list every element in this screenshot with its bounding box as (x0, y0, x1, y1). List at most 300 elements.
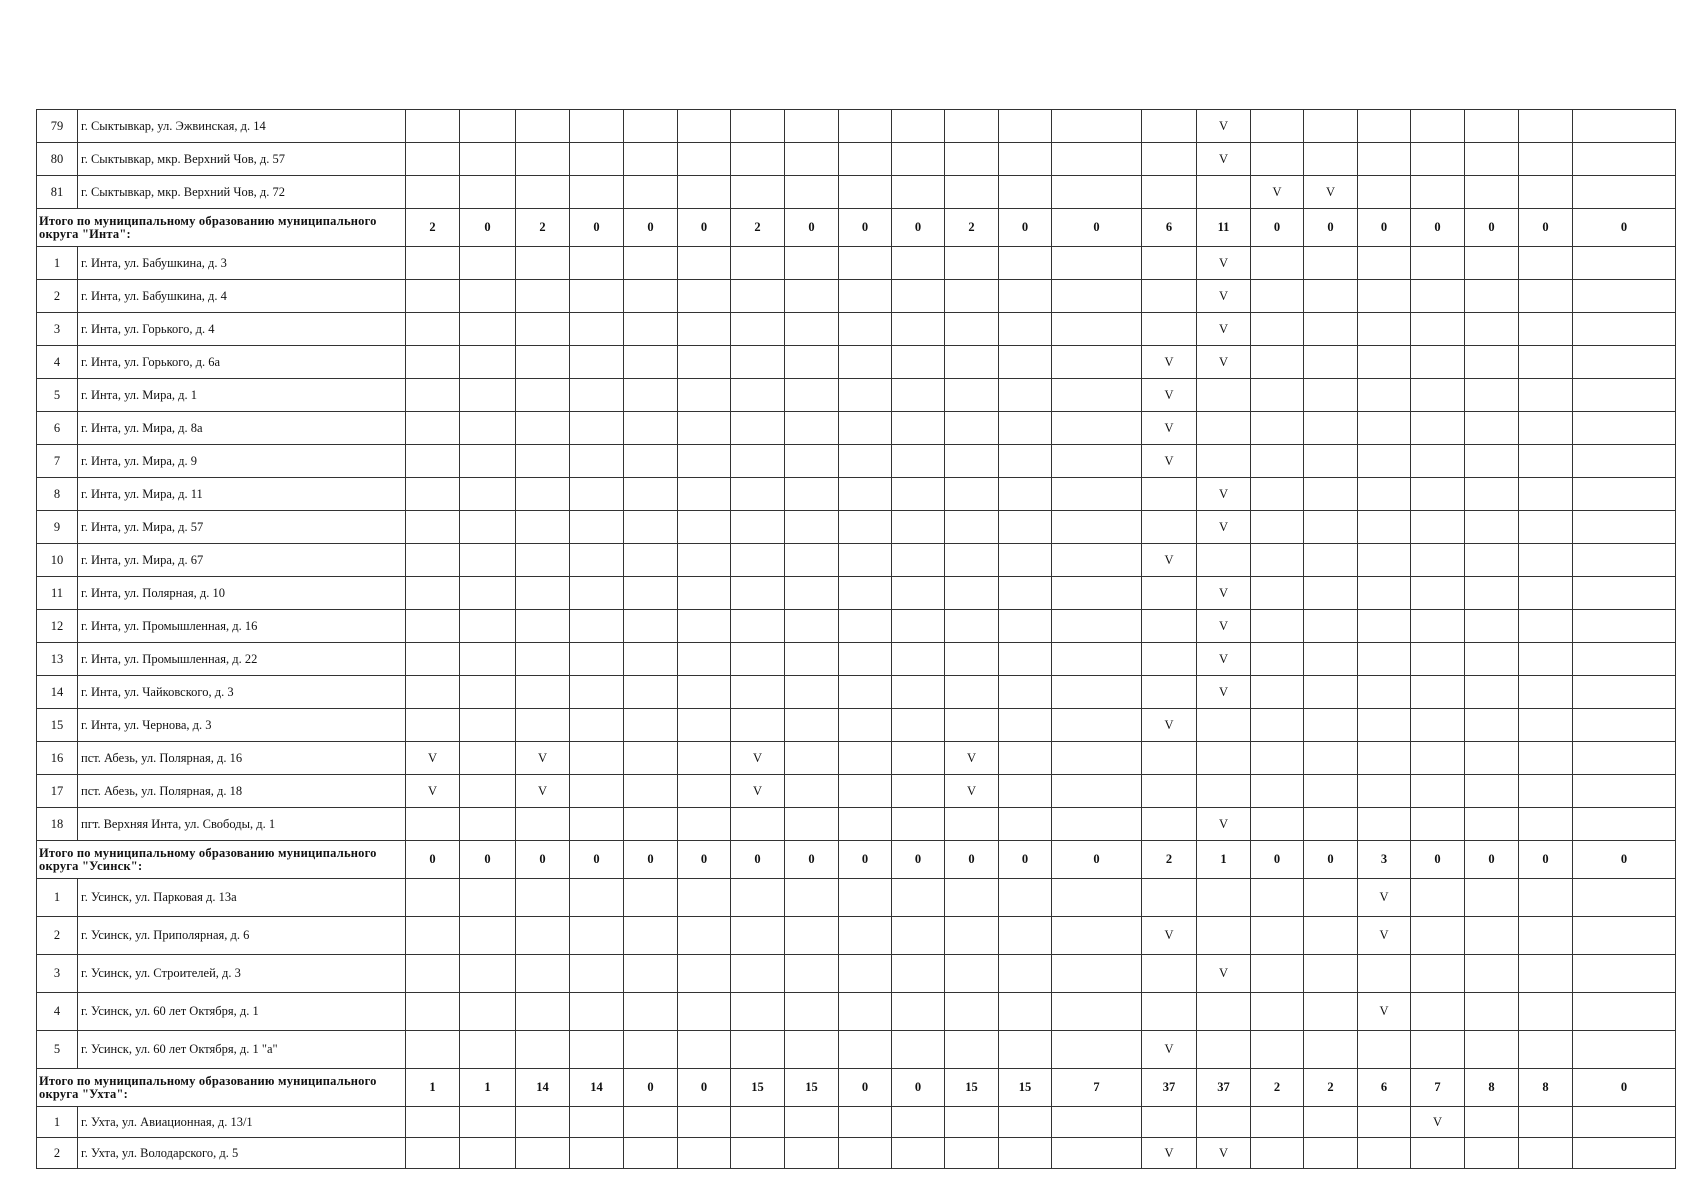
table-body (37, 110, 1676, 1169)
empty-cell (1358, 808, 1411, 841)
empty-cell (999, 313, 1052, 346)
empty-cell (1251, 993, 1304, 1031)
subtotal-value: 2 (1251, 1069, 1304, 1107)
address-cell: г. Усинск, ул. 60 лет Октября, д. 1 "а" (78, 1031, 406, 1069)
empty-cell (1251, 313, 1304, 346)
empty-cell (1052, 478, 1142, 511)
address-cell: г. Сыктывкар, мкр. Верхний Чов, д. 57 (78, 143, 406, 176)
subtotal-value: 0 (999, 841, 1052, 879)
row-number: 4 (37, 346, 78, 379)
subtotal-value: 0 (1573, 1069, 1676, 1107)
empty-cell (516, 917, 570, 955)
empty-cell (406, 110, 460, 143)
empty-cell (839, 808, 892, 841)
empty-cell (839, 879, 892, 917)
subtotal-value: 0 (1573, 841, 1676, 879)
empty-cell (892, 709, 945, 742)
empty-cell (1358, 143, 1411, 176)
empty-cell (406, 346, 460, 379)
empty-cell (999, 917, 1052, 955)
empty-cell (1304, 478, 1358, 511)
empty-cell (460, 176, 516, 209)
empty-cell (570, 313, 624, 346)
empty-cell (1304, 110, 1358, 143)
empty-cell (731, 993, 785, 1031)
empty-cell (892, 143, 945, 176)
empty-cell (1358, 709, 1411, 742)
empty-cell (839, 955, 892, 993)
empty-cell (570, 511, 624, 544)
empty-cell (839, 346, 892, 379)
subtotal-value: 2 (1142, 841, 1197, 879)
empty-cell (678, 808, 731, 841)
subtotal-value: 0 (892, 841, 945, 879)
subtotal-value: 1 (406, 1069, 460, 1107)
empty-cell (1358, 110, 1411, 143)
subtotal-value: 0 (678, 841, 731, 879)
empty-cell (839, 742, 892, 775)
empty-cell (1251, 775, 1304, 808)
empty-cell (1251, 676, 1304, 709)
empty-cell (1251, 143, 1304, 176)
empty-cell (570, 346, 624, 379)
empty-cell (406, 478, 460, 511)
empty-cell (785, 412, 839, 445)
empty-cell (1052, 445, 1142, 478)
address-cell: г. Инта, ул. Полярная, д. 10 (78, 577, 406, 610)
empty-cell (460, 610, 516, 643)
empty-cell (570, 1107, 624, 1138)
subtotal-value: 2 (1304, 1069, 1358, 1107)
subtotal-value: 0 (624, 1069, 678, 1107)
empty-cell (1465, 676, 1519, 709)
empty-cell (460, 511, 516, 544)
empty-cell (731, 412, 785, 445)
row-number: 14 (37, 676, 78, 709)
housing-register-table (36, 109, 1676, 1169)
empty-cell (1052, 993, 1142, 1031)
empty-cell (1251, 643, 1304, 676)
subtotal-value: 0 (406, 841, 460, 879)
empty-cell (839, 478, 892, 511)
empty-cell (999, 610, 1052, 643)
address-cell: г. Усинск, ул. 60 лет Октября, д. 1 (78, 993, 406, 1031)
empty-cell (516, 879, 570, 917)
empty-cell (1573, 379, 1676, 412)
empty-cell (1573, 917, 1676, 955)
empty-cell (516, 544, 570, 577)
empty-cell (678, 110, 731, 143)
empty-cell (1573, 993, 1676, 1031)
empty-cell (1573, 478, 1676, 511)
empty-cell (1358, 176, 1411, 209)
empty-cell (516, 993, 570, 1031)
empty-cell (624, 955, 678, 993)
address-cell: г. Инта, ул. Мира, д. 67 (78, 544, 406, 577)
empty-cell (1411, 313, 1465, 346)
empty-cell (406, 379, 460, 412)
empty-cell (945, 110, 999, 143)
address-cell: пст. Абезь, ул. Полярная, д. 18 (78, 775, 406, 808)
empty-cell (945, 643, 999, 676)
subtotal-value: 3 (1358, 841, 1411, 879)
table-row (37, 346, 1676, 379)
empty-cell (1052, 577, 1142, 610)
empty-cell (1519, 610, 1573, 643)
empty-cell (570, 917, 624, 955)
empty-cell (1304, 247, 1358, 280)
row-number: 7 (37, 445, 78, 478)
empty-cell (1358, 313, 1411, 346)
empty-cell (785, 917, 839, 955)
empty-cell (1052, 742, 1142, 775)
empty-cell (1142, 313, 1197, 346)
subtotal-value: 37 (1142, 1069, 1197, 1107)
empty-cell (785, 110, 839, 143)
empty-cell (460, 478, 516, 511)
empty-cell (406, 544, 460, 577)
empty-cell (1358, 742, 1411, 775)
subtotal-value: 0 (460, 841, 516, 879)
empty-cell (785, 247, 839, 280)
empty-cell (1142, 143, 1197, 176)
empty-cell (1251, 955, 1304, 993)
empty-cell (1411, 346, 1465, 379)
empty-cell (1052, 1138, 1142, 1169)
empty-cell (892, 1031, 945, 1069)
empty-cell (839, 110, 892, 143)
empty-cell (678, 445, 731, 478)
empty-cell (516, 110, 570, 143)
empty-cell (1465, 379, 1519, 412)
empty-cell (839, 1031, 892, 1069)
empty-cell (1465, 775, 1519, 808)
empty-cell (570, 676, 624, 709)
empty-cell (570, 775, 624, 808)
empty-cell (1573, 1031, 1676, 1069)
empty-cell (624, 993, 678, 1031)
empty-cell (1465, 917, 1519, 955)
subtotal-value: 11 (1197, 209, 1251, 247)
empty-cell (1411, 1031, 1465, 1069)
empty-cell (945, 143, 999, 176)
empty-cell (1519, 313, 1573, 346)
subtotal-value: 1 (1197, 841, 1251, 879)
empty-cell (731, 1138, 785, 1169)
empty-cell (945, 879, 999, 917)
empty-cell (1573, 280, 1676, 313)
subtotal-value: 0 (1519, 841, 1573, 879)
empty-cell (1304, 742, 1358, 775)
empty-cell (1519, 478, 1573, 511)
empty-cell (1052, 346, 1142, 379)
empty-cell (945, 808, 999, 841)
empty-cell (1251, 379, 1304, 412)
row-number: 15 (37, 709, 78, 742)
empty-cell (460, 379, 516, 412)
empty-cell (460, 709, 516, 742)
empty-cell (892, 346, 945, 379)
empty-cell (678, 676, 731, 709)
empty-cell (460, 247, 516, 280)
empty-cell (460, 993, 516, 1031)
empty-cell (1411, 110, 1465, 143)
empty-cell (999, 110, 1052, 143)
empty-cell (785, 709, 839, 742)
check-mark-cell: V (1142, 709, 1197, 742)
empty-cell (1142, 775, 1197, 808)
subtotal-value: 15 (785, 1069, 839, 1107)
empty-cell (1052, 280, 1142, 313)
empty-cell (1411, 511, 1465, 544)
address-cell: г. Инта, ул. Мира, д. 57 (78, 511, 406, 544)
row-number: 80 (37, 143, 78, 176)
empty-cell (1519, 775, 1573, 808)
empty-cell (945, 610, 999, 643)
row-number: 4 (37, 993, 78, 1031)
empty-cell (1411, 709, 1465, 742)
empty-cell (1519, 577, 1573, 610)
subtotal-value: 14 (516, 1069, 570, 1107)
empty-cell (785, 1107, 839, 1138)
empty-cell (731, 676, 785, 709)
empty-cell (1251, 412, 1304, 445)
empty-cell (785, 610, 839, 643)
subtotal-value: 0 (892, 209, 945, 247)
empty-cell (678, 709, 731, 742)
empty-cell (1411, 143, 1465, 176)
subtotal-value: 15 (945, 1069, 999, 1107)
empty-cell (1519, 110, 1573, 143)
table-row (37, 478, 1676, 511)
empty-cell (839, 247, 892, 280)
empty-cell (1519, 280, 1573, 313)
subtotal-value: 0 (1304, 841, 1358, 879)
empty-cell (785, 346, 839, 379)
empty-cell (624, 511, 678, 544)
empty-cell (892, 544, 945, 577)
empty-cell (1411, 676, 1465, 709)
empty-cell (1358, 247, 1411, 280)
empty-cell (1411, 412, 1465, 445)
table-row (37, 1138, 1676, 1169)
empty-cell (1142, 808, 1197, 841)
empty-cell (678, 544, 731, 577)
empty-cell (624, 176, 678, 209)
empty-cell (999, 280, 1052, 313)
empty-cell (1465, 1107, 1519, 1138)
address-cell: г. Инта, ул. Бабушкина, д. 3 (78, 247, 406, 280)
subtotal-value: 0 (570, 209, 624, 247)
empty-cell (1142, 993, 1197, 1031)
empty-cell (1465, 808, 1519, 841)
empty-cell (785, 445, 839, 478)
empty-cell (839, 544, 892, 577)
empty-cell (1411, 1138, 1465, 1169)
empty-cell (731, 955, 785, 993)
empty-cell (516, 643, 570, 676)
empty-cell (1573, 610, 1676, 643)
empty-cell (945, 511, 999, 544)
empty-cell (892, 993, 945, 1031)
empty-cell (892, 280, 945, 313)
empty-cell (1304, 280, 1358, 313)
empty-cell (1411, 577, 1465, 610)
empty-cell (999, 955, 1052, 993)
empty-cell (1465, 993, 1519, 1031)
empty-cell (785, 993, 839, 1031)
empty-cell (945, 247, 999, 280)
subtotal-value: 0 (460, 209, 516, 247)
empty-cell (1197, 709, 1251, 742)
empty-cell (1573, 445, 1676, 478)
empty-cell (945, 313, 999, 346)
empty-cell (999, 143, 1052, 176)
table-row (37, 412, 1676, 445)
empty-cell (624, 643, 678, 676)
empty-cell (892, 676, 945, 709)
check-mark-cell: V (406, 775, 460, 808)
empty-cell (945, 993, 999, 1031)
empty-cell (999, 247, 1052, 280)
empty-cell (570, 879, 624, 917)
empty-cell (1197, 742, 1251, 775)
empty-cell (839, 676, 892, 709)
empty-cell (785, 775, 839, 808)
empty-cell (678, 143, 731, 176)
empty-cell (1052, 775, 1142, 808)
empty-cell (624, 544, 678, 577)
subtotal-value: 0 (731, 841, 785, 879)
empty-cell (731, 808, 785, 841)
empty-cell (678, 775, 731, 808)
empty-cell (999, 412, 1052, 445)
empty-cell (516, 511, 570, 544)
empty-cell (839, 1107, 892, 1138)
empty-cell (1142, 247, 1197, 280)
empty-cell (460, 1107, 516, 1138)
check-mark-cell: V (1142, 1138, 1197, 1169)
table-row (37, 917, 1676, 955)
empty-cell (1358, 544, 1411, 577)
empty-cell (731, 577, 785, 610)
empty-cell (839, 1138, 892, 1169)
empty-cell (678, 346, 731, 379)
table-row (37, 379, 1676, 412)
empty-cell (1411, 610, 1465, 643)
empty-cell (945, 1138, 999, 1169)
empty-cell (1304, 511, 1358, 544)
empty-cell (1519, 445, 1573, 478)
empty-cell (892, 110, 945, 143)
empty-cell (624, 742, 678, 775)
empty-cell (1358, 478, 1411, 511)
row-number: 2 (37, 280, 78, 313)
empty-cell (785, 379, 839, 412)
subtotal-value: 0 (1358, 209, 1411, 247)
empty-cell (570, 280, 624, 313)
empty-cell (1052, 110, 1142, 143)
empty-cell (1573, 1138, 1676, 1169)
empty-cell (839, 709, 892, 742)
empty-cell (1411, 917, 1465, 955)
empty-cell (406, 676, 460, 709)
empty-cell (945, 1031, 999, 1069)
empty-cell (839, 176, 892, 209)
empty-cell (731, 1031, 785, 1069)
empty-cell (460, 917, 516, 955)
empty-cell (406, 176, 460, 209)
check-mark-cell: V (1251, 176, 1304, 209)
address-cell: г. Инта, ул. Мира, д. 11 (78, 478, 406, 511)
empty-cell (1304, 879, 1358, 917)
empty-cell (570, 110, 624, 143)
empty-cell (1465, 643, 1519, 676)
empty-cell (1251, 610, 1304, 643)
empty-cell (570, 478, 624, 511)
empty-cell (945, 955, 999, 993)
empty-cell (1052, 176, 1142, 209)
empty-cell (1465, 610, 1519, 643)
empty-cell (1251, 709, 1304, 742)
empty-cell (731, 1107, 785, 1138)
subtotal-value: 0 (1411, 209, 1465, 247)
empty-cell (892, 176, 945, 209)
empty-cell (624, 412, 678, 445)
subtotal-value: 14 (570, 1069, 624, 1107)
empty-cell (570, 709, 624, 742)
empty-cell (1573, 676, 1676, 709)
empty-cell (839, 412, 892, 445)
empty-cell (1197, 379, 1251, 412)
empty-cell (999, 643, 1052, 676)
empty-cell (892, 917, 945, 955)
row-number: 5 (37, 379, 78, 412)
empty-cell (1251, 1031, 1304, 1069)
check-mark-cell: V (945, 742, 999, 775)
empty-cell (1573, 955, 1676, 993)
empty-cell (945, 280, 999, 313)
empty-cell (892, 1107, 945, 1138)
empty-cell (731, 379, 785, 412)
empty-cell (1573, 511, 1676, 544)
address-cell: г. Ухта, ул. Володарского, д. 5 (78, 1138, 406, 1169)
empty-cell (1519, 511, 1573, 544)
empty-cell (516, 955, 570, 993)
empty-cell (406, 955, 460, 993)
empty-cell (1304, 143, 1358, 176)
empty-cell (1465, 313, 1519, 346)
empty-cell (1358, 1138, 1411, 1169)
empty-cell (1465, 110, 1519, 143)
check-mark-cell: V (1197, 1138, 1251, 1169)
empty-cell (1304, 955, 1358, 993)
subtotal-value: 0 (999, 209, 1052, 247)
empty-cell (516, 247, 570, 280)
empty-cell (570, 643, 624, 676)
empty-cell (1197, 176, 1251, 209)
empty-cell (460, 346, 516, 379)
empty-cell (1519, 917, 1573, 955)
subtotal-row (37, 1069, 1676, 1107)
empty-cell (999, 445, 1052, 478)
empty-cell (892, 775, 945, 808)
empty-cell (1411, 544, 1465, 577)
empty-cell (1465, 280, 1519, 313)
subtotal-value: 0 (516, 841, 570, 879)
empty-cell (678, 643, 731, 676)
empty-cell (945, 346, 999, 379)
